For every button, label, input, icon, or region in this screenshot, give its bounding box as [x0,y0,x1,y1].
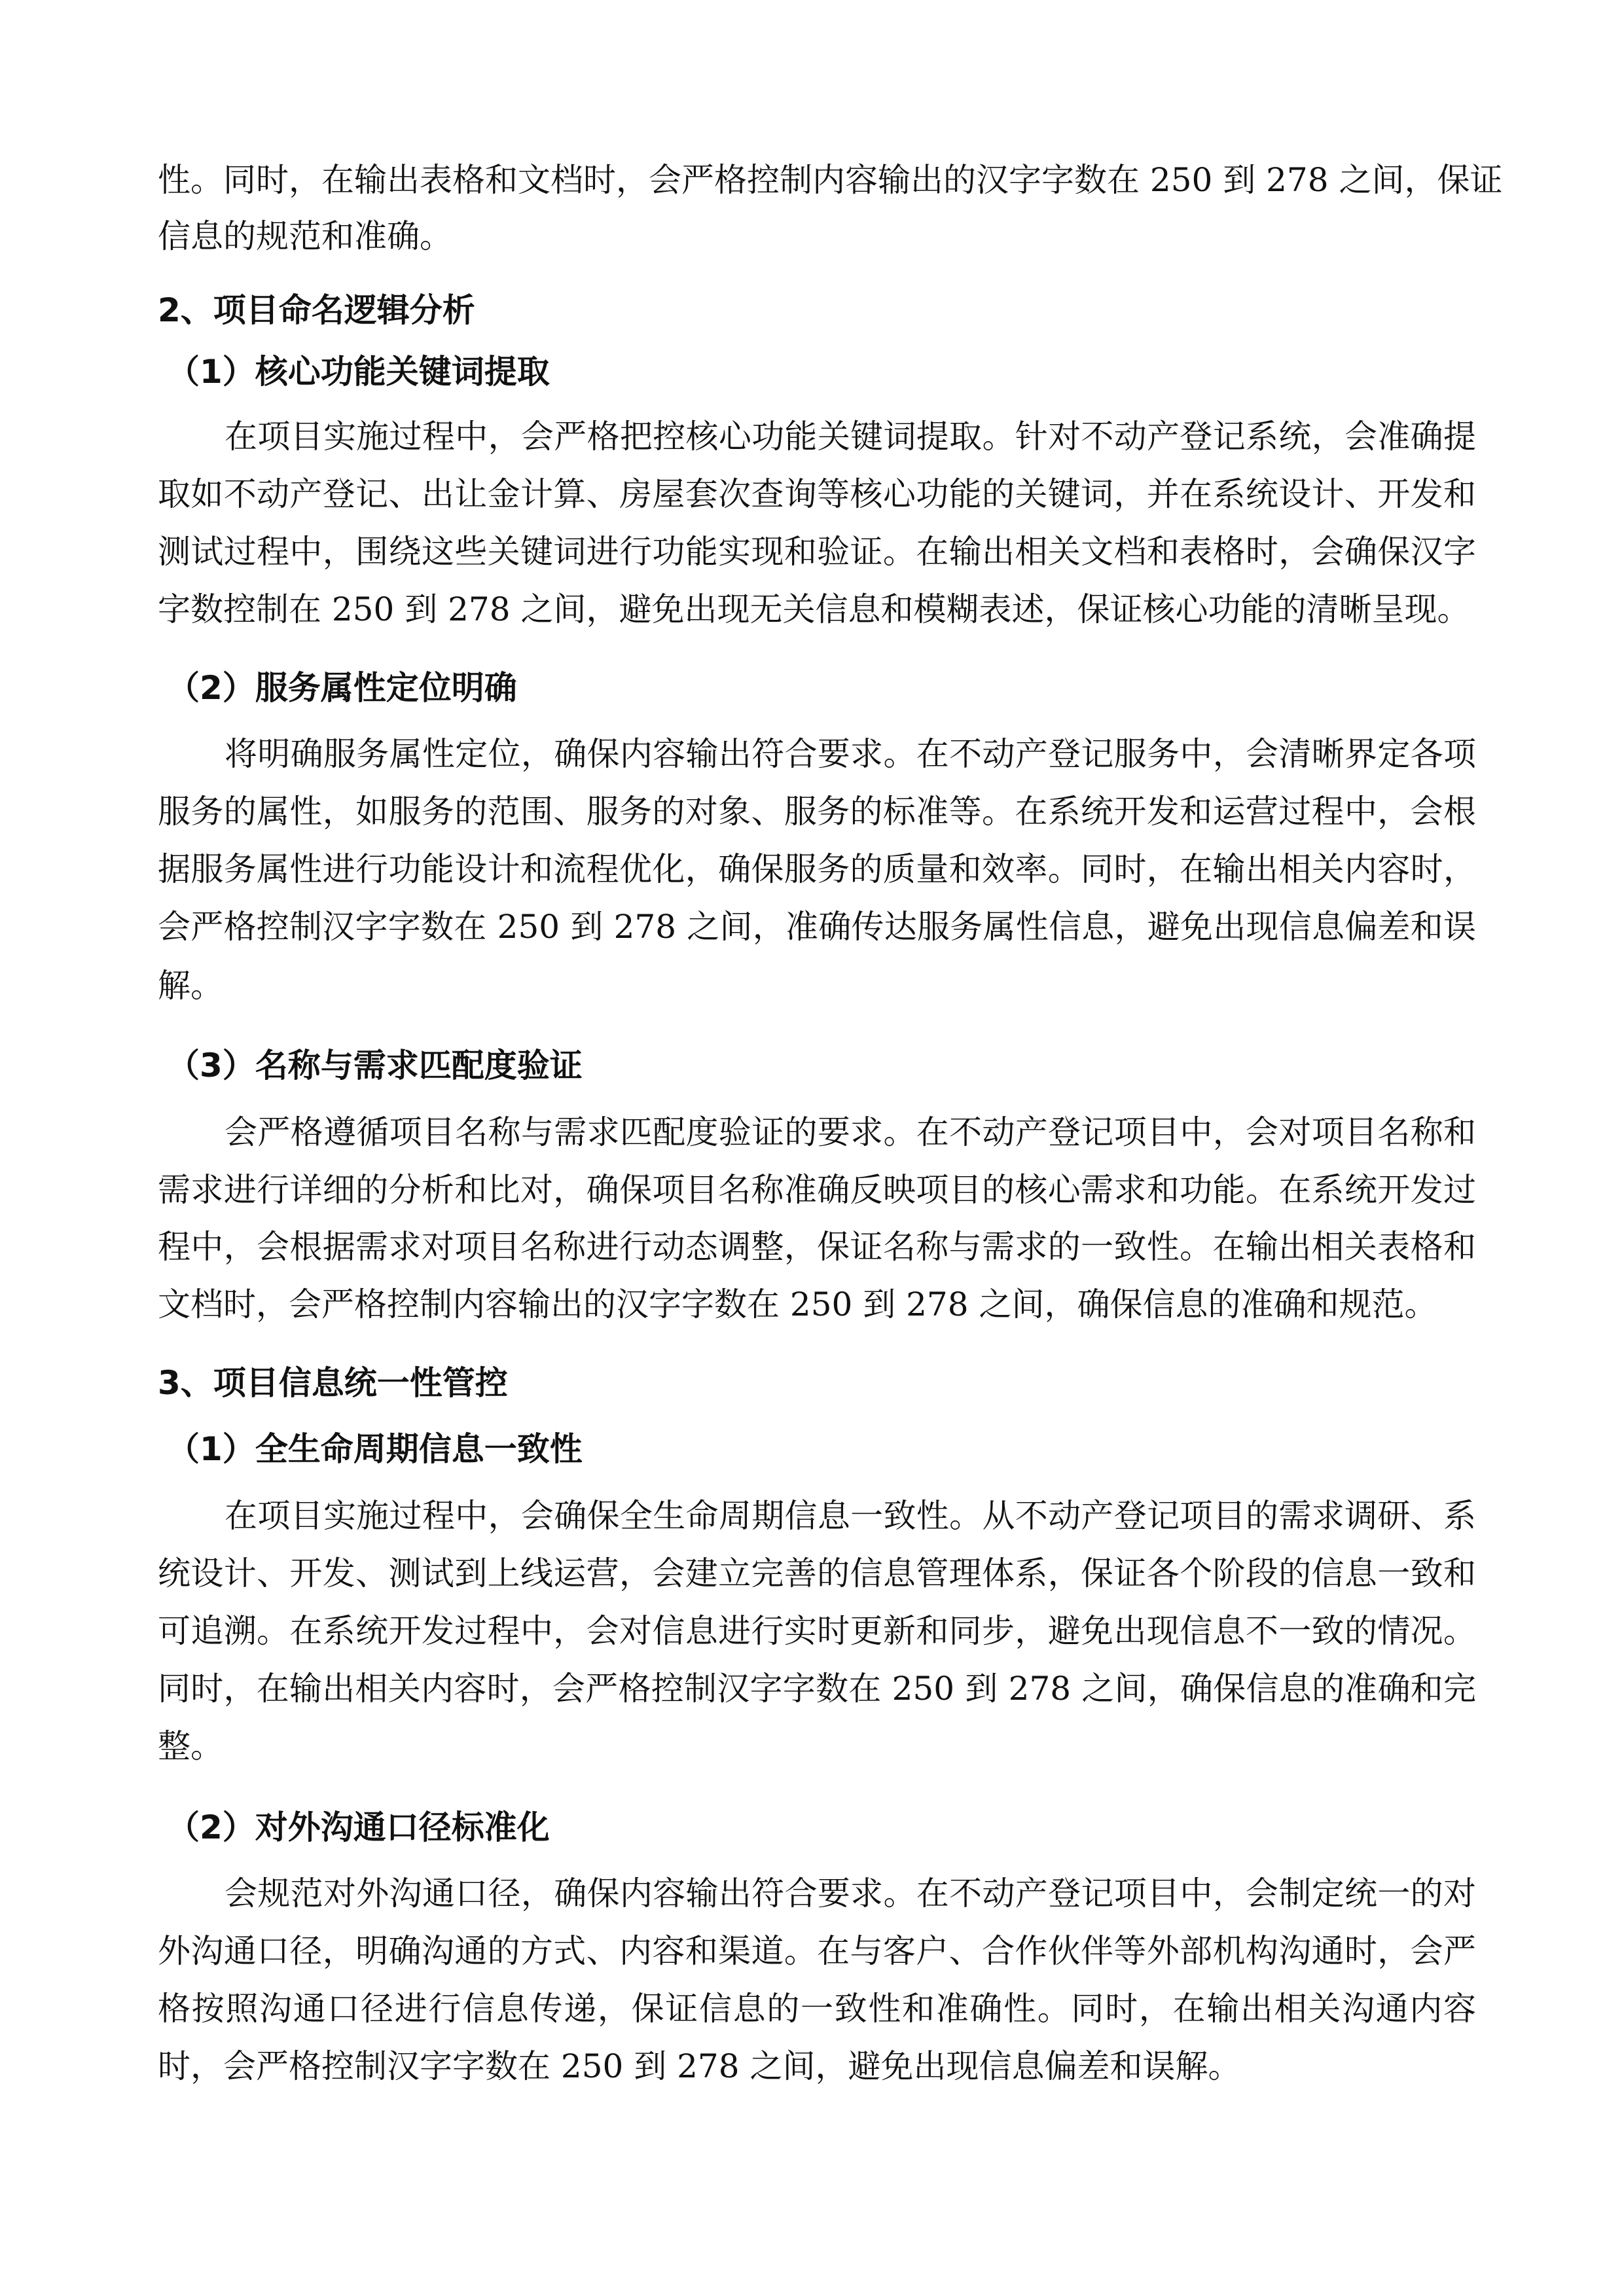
paragraph-line: 会规范对外沟通口径，确保内容输出符合要求。在不动产登记项目中，会制定统一的对 [225,1874,1476,1912]
subsection-heading: （2）对外沟通口径标准化 [167,1808,550,1846]
paragraph-line: 需求进行详细的分析和比对，确保项目名称准确反映项目的核心需求和功能。在系统开发过 [158,1171,1476,1209]
paragraph-line: 程中，会根据需求对项目名称进行动态调整，保证名称与需求的一致性。在输出相关表格和 [158,1228,1476,1266]
paragraph-line: 整。 [158,1727,223,1765]
subsection-heading: （1）全生命周期信息一致性 [167,1430,583,1468]
section-heading: 2、项目命名逻辑分析 [158,291,475,329]
paragraph-line: 可追溯。在系统开发过程中，会对信息进行实时更新和同步，避免出现信息不一致的情况。 [158,1612,1476,1650]
paragraph-line: 性。同时，在输出表格和文档时，会严格控制内容输出的汉字字数在 250 到 278 之间，保证 [158,161,1503,199]
paragraph-line: 字数控制在 250 到 278 之间，避免出现无关信息和模糊表述，保证核心功能的清晰呈现。 [158,590,1470,628]
paragraph-line: 时，会严格控制汉字字数在 250 到 278 之间，避免出现信息偏差和误解。 [158,2047,1241,2085]
paragraph-line: 测试过程中，围绕这些关键词进行功能实现和验证。在输出相关文档和表格时，会确保汉字 [158,533,1476,571]
paragraph-line: 据服务属性进行功能设计和流程优化，确保服务的质量和效率。同时，在输出相关内容时， [158,850,1476,888]
paragraph-line: 在项目实施过程中，会严格把控核心功能关键词提取。针对不动产登记系统，会准确提 [225,418,1476,456]
paragraph-line: 在项目实施过程中，会确保全生命周期信息一致性。从不动产登记项目的需求调研、系 [225,1497,1476,1535]
paragraph-line: 统设计、开发、测试到上线运营，会建立完善的信息管理体系，保证各个阶段的信息一致和 [158,1554,1476,1592]
subsection-heading: （3）名称与需求匹配度验证 [167,1047,583,1085]
section-heading: 3、项目信息统一性管控 [158,1364,508,1402]
paragraph-line: 将明确服务属性定位，确保内容输出符合要求。在不动产登记服务中，会清晰界定各项 [225,735,1476,773]
paragraph-line: 外沟通口径，明确沟通的方式、内容和渠道。在与客户、合作伙伴等外部机构沟通时，会严 [158,1932,1476,1970]
paragraph-line: 文档时，会严格控制内容输出的汉字字数在 250 到 278 之间，确保信息的准确和规范。 [158,1285,1437,1323]
paragraph-line: 同时，在输出相关内容时，会严格控制汉字字数在 250 到 278 之间，确保信息的准确和完 [158,1670,1476,1708]
paragraph-line: 会严格控制汉字字数在 250 到 278 之间，准确传达服务属性信息，避免出现信息偏差和误 [158,908,1476,946]
paragraph-line: 格按照沟通口径进行信息传递，保证信息的一致性和准确性。同时，在输出相关沟通内容 [158,1990,1476,2028]
paragraph-line: 信息的规范和准确。 [158,217,452,255]
paragraph-line: 服务的属性，如服务的范围、服务的对象、服务的标准等。在系统开发和运营过程中，会根 [158,793,1476,831]
paragraph-line: 解。 [158,967,223,1005]
paragraph-line: 取如不动产登记、出让金计算、房屋套次查询等核心功能的关键词，并在系统设计、开发和 [158,475,1476,513]
paragraph-line: 会严格遵循项目名称与需求匹配度验证的要求。在不动产登记项目中，会对项目名称和 [225,1113,1476,1151]
subsection-heading: （1）核心功能关键词提取 [167,353,550,391]
subsection-heading: （2）服务属性定位明确 [167,669,517,707]
